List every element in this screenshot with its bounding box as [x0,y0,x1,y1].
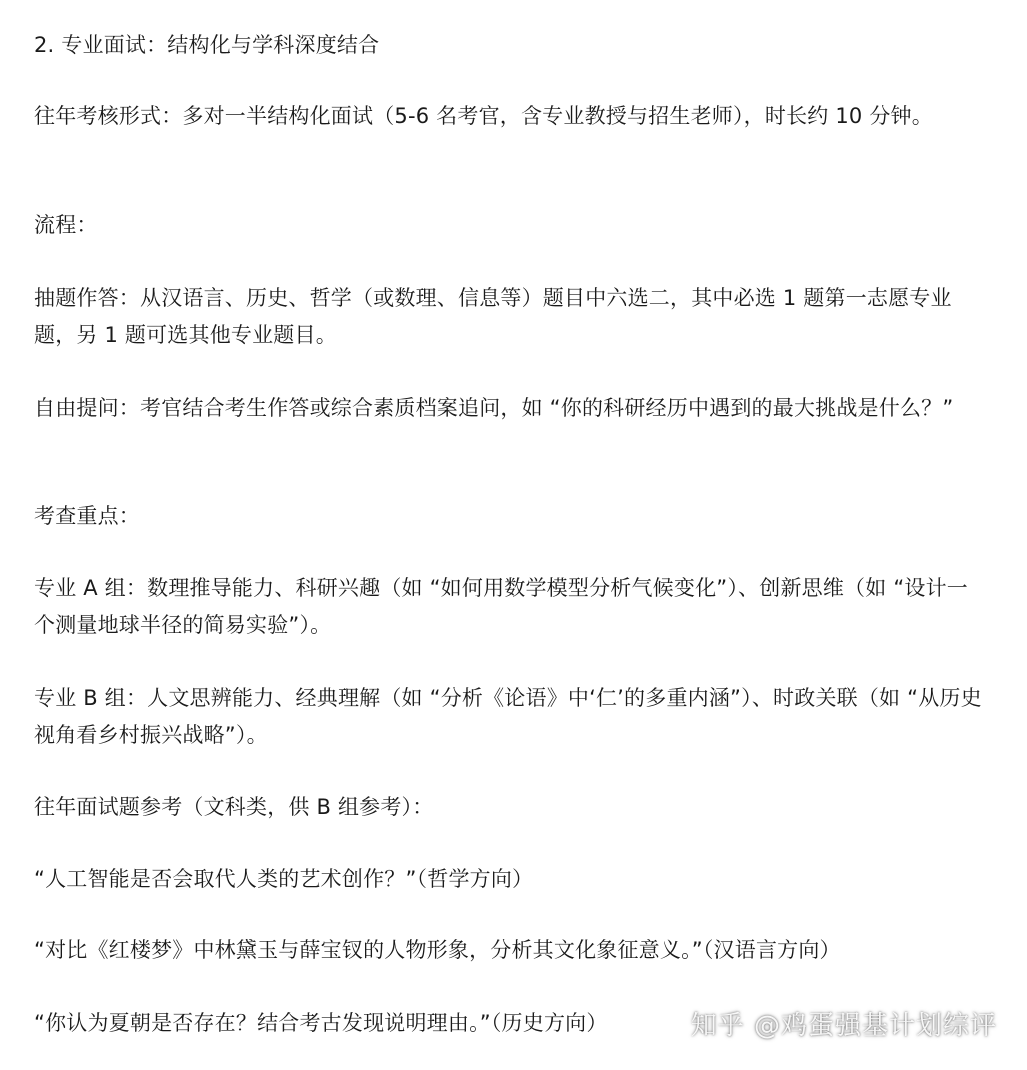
question-history: “你认为夏朝是否存在？结合考古发现说明理由。”（历史方向） [34,1011,608,1035]
paragraph-focus: 考查重点： [34,504,140,528]
question-philosophy: “人工智能是否会取代人类的艺术创作？”（哲学方向） [34,867,534,891]
paragraph-group-a: 专业 A 组：数理推导能力、科研兴趣（如 “如何用数学模型分析气候变化”）、创新思维（如 “设计一个测量地球半径的简易实验”）。 [34,576,969,637]
section-heading: 2. 专业面试：结构化与学科深度结合 [34,33,380,57]
watermark: 知乎 @鸡蛋强基计划综评 [690,1011,997,1041]
paragraph-process: 流程： [34,213,98,237]
paragraph-draw: 抽题作答：从汉语言、历史、哲学（或数理、信息等）题目中六选二，其中必选 1 题第一志愿专业题，另 1 题可选其他专业题目。 [34,286,952,347]
paragraph-past-questions: 往年面试题参考（文科类，供 B 组参考）： [34,795,434,819]
paragraph-format: 往年考核形式：多对一半结构化面试（5-6 名考官，含专业教授与招生老师），时长约 10 分钟。 [34,104,933,128]
paragraph-free-qa: 自由提问：考官结合考生作答或综合素质档案追问，如 “你的科研经历中遇到的最大挑战是什么？” [34,396,954,420]
question-chinese: “对比《红楼梦》中林黛玉与薛宝钗的人物形象，分析其文化象征意义。”（汉语言方向） [34,938,841,962]
paragraph-group-b: 专业 B 组：人文思辨能力、经典理解（如 “分析《论语》中‘仁’的多重内涵”）、时政关联（如 “从历史视角看乡村振兴战略”）。 [34,686,982,747]
